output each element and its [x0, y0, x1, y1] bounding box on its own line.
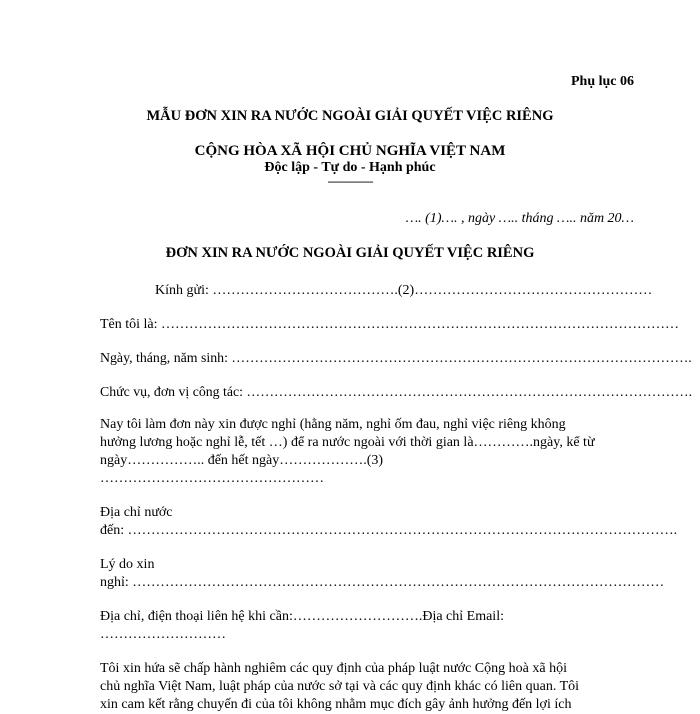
recipient-field: Kính gửi: ………………………………….(2)…………………………………………… [155, 283, 653, 298]
contact-line-1: Địa chỉ, điện thoại liên hệ khi cần:……………………….Địa chỉ Email: [100, 609, 504, 624]
promise-line-2: chủ nghĩa Việt Nam, luật pháp của nước sở tại và các quy định khác có liên quan. Tôi [100, 679, 580, 694]
request-line-1: Nay tôi làm đơn này xin được nghỉ (hằng năm, nghỉ ốm đau, nghỉ việc riêng không [100, 417, 566, 432]
reason-field: nghỉ: …………………………………………………………………………………………………… [100, 575, 665, 590]
motto-separator: --------------- [327, 174, 373, 188]
request-line-2: hưởng lương hoặc nghỉ lễ, tết …) để ra nước ngoài với thời gian là………….ngày, kể từ [100, 435, 595, 450]
request-line-3: ngày…………….. đến hết ngày……………….(3) [100, 453, 384, 468]
request-line-4: ………………………………………… [100, 471, 324, 486]
national-motto: Độc lập - Tự do - Hạnh phúc [264, 160, 436, 175]
national-name: CỘNG HÒA XÃ HỘI CHỦ NGHĨA VIỆT NAM [194, 143, 506, 159]
birthdate-field: Ngày, tháng, năm sinh: ………………………………………………………………………………………. [100, 351, 692, 366]
promise-line-1: Tôi xin hứa sẽ chấp hành nghiêm các quy định của pháp luật nước Cộng hoà xã hội [100, 661, 567, 676]
date-line: …. (1)…. , ngày ….. tháng ….. năm 20… [405, 211, 634, 226]
address-label: Địa chỉ nước [100, 505, 173, 520]
reason-label: Lý do xin [100, 557, 155, 572]
name-field: Tên tôi là: ………………………………………………………………………………………………… [100, 317, 680, 332]
position-field: Chức vụ, đơn vị công tác: ……………………………………………………………………………………. [100, 385, 693, 400]
promise-line-3: xin cam kết rằng chuyến đi của tôi không nhằm mục đích gây ảnh hưởng đến lợi ích [100, 697, 572, 712]
form-title: MẪU ĐƠN XIN RA NƯỚC NGOÀI GIẢI QUYẾT VIỆC RIÊNG [146, 108, 554, 124]
contact-line-2: ……………………… [100, 627, 226, 642]
document-title: ĐƠN XIN RA NƯỚC NGOÀI GIẢI QUYẾT VIỆC RIÊNG [165, 245, 535, 261]
address-field: đến: ………………………………………………………………………………………………………. [100, 523, 678, 538]
appendix-label: Phụ lục 06 [570, 74, 634, 89]
